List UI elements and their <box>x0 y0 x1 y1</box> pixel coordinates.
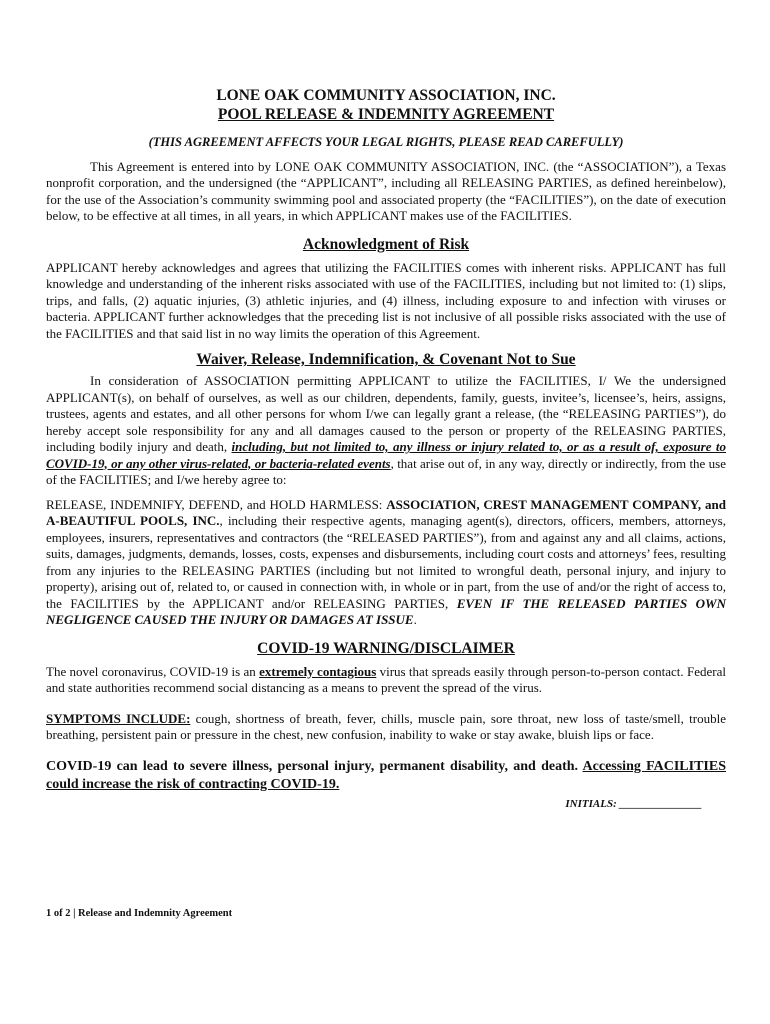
symptoms-text: cough, shortness of breath, fever, chills, muscle pain, sore throat, new loss of taste/smell, trouble breathing, persistent pain or pressure in the chest, new confusion, inability to wake or stay awake, bluish lips or face. <box>46 710 726 742</box>
covid-p1-start: The novel coronavirus, COVID-19 is an <box>46 663 260 679</box>
agreement-body <box>46 86 726 812</box>
negligence-clause: EVEN IF THE RELEASED PARTIES OWN NEGLIGENCE CAUSED THE INJURY OR DAMAGES AT ISSUE <box>46 595 726 627</box>
page-footer: 1 of 2 | Release and Indemnity Agreement <box>46 908 233 919</box>
symptoms-paragraph <box>46 711 726 744</box>
waiver-p1-start: In consideration of ASSOCIATION permitting APPLICANT to utilize the FACILITIES, I/ We the undersigned APPLICANT(s), on behalf of ourselves, as well as our children, dependents, family, guests, invitee’s, licensee’s, heirs, assigns, trustees, agents and estates, and all other persons for whom I/we can legally grant a release, (the “RELEASING PARTIES”), do hereby accept sole responsibility for any and all damages caused to the person or property of the RELEASING PARTIES, including bodily injury and death, <box>46 373 726 454</box>
waiver-heading: Waiver, Release, Indemnification, & Covenant Not to Sue <box>196 351 576 368</box>
symptoms-label: SYMPTOMS INCLUDE: <box>46 710 191 726</box>
intro-paragraph: This Agreement is entered into by LONE OAK COMMUNITY ASSOCIATION, INC. (the “ASSOCIATION”), a Texas nonprofit corporation, and the undersigned (the “APPLICANT”, including all RELEASING PARTIES, as defined hereinbelow), for the use of the Association’s community swimming pool and associated property (the “FACILITIES”), on the date of execution below, to be effective at all times, in all years, in which APPLICANT makes use of the FACILITIES. <box>46 158 726 223</box>
title-line-2: POOL RELEASE & INDEMNITY AGREEMENT <box>217 106 555 123</box>
waiver-p1-end: , that arise out of, in any way, directly or indirectly, from the use of the FACILITIES; and I/we hereby agree to: <box>46 455 726 487</box>
title-line-1: LONE OAK COMMUNITY ASSOCIATION, INC. <box>216 87 556 104</box>
initials-line: INITIALS: _______________ <box>565 797 702 810</box>
covid-exposure-clause: including, but not limited to, any illness or injury related to, or as a result of, exposure to COVID-19, or any other virus-related, or bacteria-related events <box>46 439 726 471</box>
covid-warning-text: COVID-19 can lead to severe illness, personal injury, permanent disability, and death. <box>46 758 583 774</box>
waiver-paragraph-1 <box>46 373 726 489</box>
covid-warning-paragraph <box>46 758 726 794</box>
covid-warning-underlined: Accessing FACILITIES could increase the risk of contracting COVID-19. <box>46 758 726 792</box>
covid-heading: COVID-19 WARNING/DISCLAIMER <box>257 639 515 657</box>
waiver-p2-period: . <box>413 612 417 627</box>
covid-p1-end: virus that spreads easily through person-to-person contact. Federal and state authorities recommend social distancing as a means to prevent the spread of the virus. <box>46 663 726 695</box>
extremely-contagious-text: extremely contagious <box>259 663 377 679</box>
waiver-p2-mid: , including their respective agents, managing agent(s), directors, officers, members, attorneys, employees, insurers, representatives and contractors (the “RELEASED PARTIES”), from and against any and all claims, actions, suits, damages, judgments, demands, losses, costs, expenses and disbursements, including court costs and attorneys’ fees, resulting from any injuries to the RELEASING PARTIES (including but not limited to wrongful death, personal injury, and injury to property), arising out of, related to, or caused in connection with, in whole or in part, from the use of and/or the right of access to, the FACILITIES by the APPLICANT and/or RELEASING PARTIES, <box>46 513 726 611</box>
released-companies: ASSOCIATION, CREST MANAGEMENT COMPANY, and A-BEAUTIFUL POOLS, INC. <box>46 496 726 528</box>
waiver-paragraph-2 <box>46 497 726 629</box>
risk-heading: Acknowledgment of Risk <box>302 235 470 253</box>
legal-rights-notice: (THIS AGREEMENT AFFECTS YOUR LEGAL RIGHTS, PLEASE READ CAREFULLY) <box>148 135 624 149</box>
covid-paragraph <box>46 664 726 697</box>
risk-paragraph: APPLICANT hereby acknowledges and agrees that utilizing the FACILITIES comes with inherent risks. APPLICANT has full knowledge and understanding of the inherent risks associated with use of the FACILITIES, including but not limited to: (1) slips, trips, and falls, (2) aquatic injuries, (3) athletic injuries, and (4) illness, including exposure to and infection with viruses or bacteria. APPLICANT further acknowledges that the preceding list is not inclusive of all possible risks associated with the use of the FACILITIES and that said list in no way limits the operation of this Agreement. <box>46 259 726 341</box>
waiver-p2-start: RELEASE, INDEMNIFY, DEFEND, and HOLD HARMLESS: <box>46 496 387 512</box>
document-title <box>46 86 726 124</box>
